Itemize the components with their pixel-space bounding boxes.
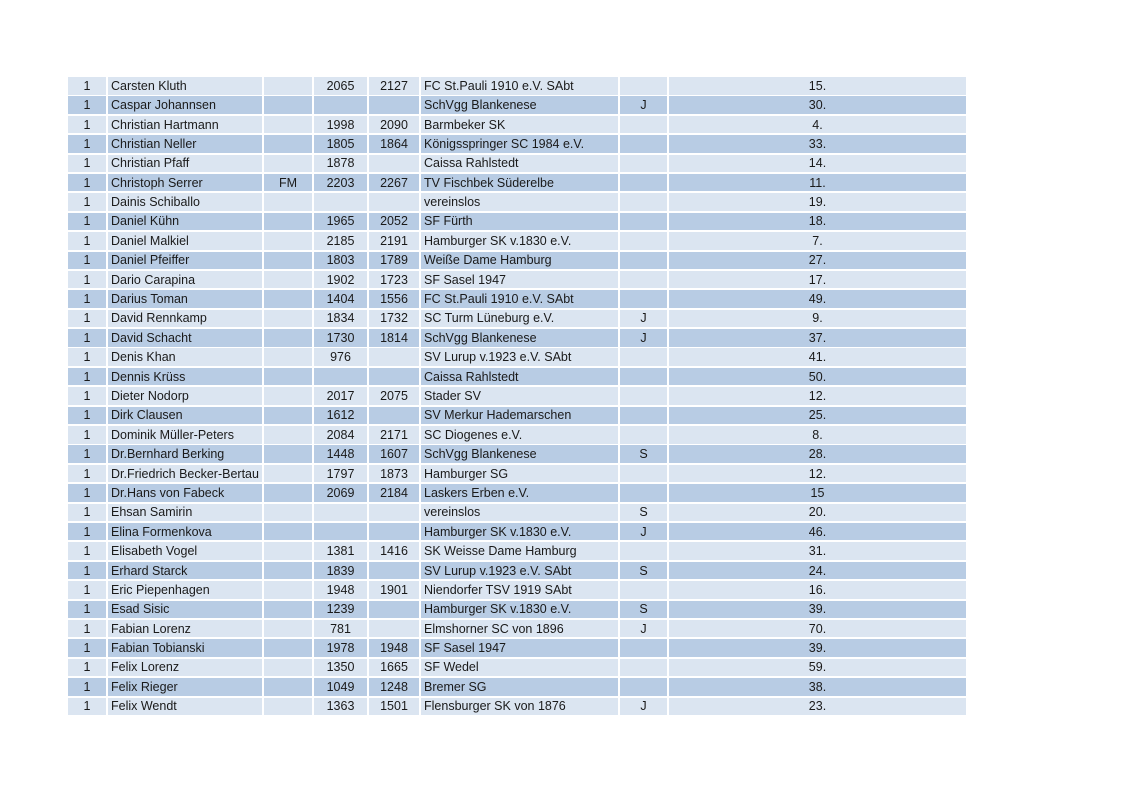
rating-2-cell: 1948 — [369, 639, 421, 657]
table-row — [68, 562, 966, 580]
rank-cell: 38. — [808, 679, 827, 694]
club-cell: SchVgg Blankenese — [421, 96, 620, 114]
category-cell — [620, 271, 669, 289]
group-cell: 1 — [68, 155, 108, 173]
club-cell: Barmbeker SK — [421, 116, 620, 134]
rank-cell: 25. — [808, 408, 827, 423]
category-cell — [620, 581, 669, 599]
category-cell — [620, 678, 669, 696]
title-cell — [264, 387, 314, 405]
name-cell: Dr.Hans von Fabeck — [108, 484, 264, 502]
table-row — [68, 484, 966, 502]
name-cell: Felix Lorenz — [108, 659, 264, 677]
rating-1-cell — [314, 193, 369, 211]
rating-1-cell: 1350 — [314, 659, 369, 677]
rating-2-cell — [369, 620, 421, 638]
table-row — [68, 232, 966, 250]
group-cell: 1 — [68, 271, 108, 289]
title-cell — [264, 290, 314, 308]
table-row — [68, 155, 966, 173]
table-row — [68, 581, 966, 599]
club-cell: Hamburger SG — [421, 465, 620, 483]
rating-2-cell: 2191 — [369, 232, 421, 250]
name-cell: Dominik Müller-Peters — [108, 426, 264, 444]
category-cell: S — [620, 445, 669, 463]
table-row — [68, 116, 966, 134]
group-cell: 1 — [68, 368, 108, 386]
title-cell — [264, 601, 314, 619]
club-cell: FC St.Pauli 1910 e.V. SAbt — [421, 290, 620, 308]
table-row — [68, 77, 966, 95]
club-cell: SV Merkur Hademarschen — [421, 407, 620, 425]
rank-cell: 16. — [808, 582, 827, 597]
rating-2-cell — [369, 96, 421, 114]
group-cell: 1 — [68, 523, 108, 541]
club-cell: SF Sasel 1947 — [421, 639, 620, 657]
title-cell — [264, 310, 314, 328]
category-cell — [620, 407, 669, 425]
rating-1-cell: 1404 — [314, 290, 369, 308]
title-cell — [264, 271, 314, 289]
table-row — [68, 620, 966, 638]
rating-2-cell: 1901 — [369, 581, 421, 599]
category-cell — [620, 135, 669, 153]
rating-2-cell: 1665 — [369, 659, 421, 677]
name-cell: Elisabeth Vogel — [108, 542, 264, 560]
table-row — [68, 348, 966, 366]
club-cell: Laskers Erben e.V. — [421, 484, 620, 502]
category-cell — [620, 426, 669, 444]
rating-1-cell: 1902 — [314, 271, 369, 289]
rank-cell: 39. — [808, 641, 827, 656]
club-cell: Weiße Dame Hamburg — [421, 252, 620, 270]
table-row — [68, 310, 966, 328]
player-table — [68, 77, 966, 717]
table-row — [68, 407, 966, 425]
rank-cell: 12. — [808, 389, 827, 403]
rating-2-cell — [369, 407, 421, 425]
club-cell: SV Lurup v.1923 e.V. SAbt — [421, 562, 620, 580]
table-row — [68, 523, 966, 541]
category-cell: J — [620, 310, 669, 328]
category-cell — [620, 193, 669, 211]
group-cell: 1 — [68, 659, 108, 677]
club-cell: SF Sasel 1947 — [421, 271, 620, 289]
club-cell: Bremer SG — [421, 678, 620, 696]
name-cell: Dario Carapina — [108, 271, 264, 289]
rating-2-cell: 1814 — [369, 329, 421, 347]
rank-cell: 41. — [808, 350, 827, 365]
table-row — [68, 213, 966, 231]
rating-2-cell: 2075 — [369, 387, 421, 405]
name-cell: Fabian Tobianski — [108, 639, 264, 657]
table-row — [68, 174, 966, 192]
rank-cell: 24. — [808, 563, 827, 578]
group-cell: 1 — [68, 310, 108, 328]
table-row — [68, 465, 966, 483]
club-cell: Niendorfer TSV 1919 SAbt — [421, 581, 620, 599]
title-cell — [264, 155, 314, 173]
rank-cell: 15 — [810, 485, 825, 500]
title-cell — [264, 504, 314, 522]
table-row — [68, 368, 966, 386]
name-cell: Ehsan Samirin — [108, 504, 264, 522]
club-cell: Caissa Rahlstedt — [421, 155, 620, 173]
group-cell: 1 — [68, 96, 108, 114]
club-cell: vereinslos — [421, 193, 620, 211]
rating-1-cell: 2069 — [314, 484, 369, 502]
title-cell — [264, 252, 314, 270]
club-cell: SV Lurup v.1923 e.V. SAbt — [421, 348, 620, 366]
category-cell — [620, 659, 669, 677]
club-cell: SC Diogenes e.V. — [421, 426, 620, 444]
name-cell: Erhard Starck — [108, 562, 264, 580]
group-cell: 1 — [68, 387, 108, 405]
table-row — [68, 659, 966, 677]
category-cell — [620, 387, 669, 405]
club-cell: TV Fischbek Süderelbe — [421, 174, 620, 192]
rating-2-cell: 2052 — [369, 213, 421, 231]
club-cell: SK Weisse Dame Hamburg — [421, 542, 620, 560]
rank-cell: 15. — [808, 78, 827, 93]
rating-1-cell: 1797 — [314, 465, 369, 483]
title-cell — [264, 348, 314, 366]
rank-cell: 59. — [808, 660, 827, 675]
table-row — [68, 135, 966, 153]
club-cell: Hamburger SK v.1830 e.V. — [421, 601, 620, 619]
rating-1-cell: 1834 — [314, 310, 369, 328]
name-cell: Christoph Serrer — [108, 174, 264, 192]
rank-cell: 30. — [808, 98, 827, 113]
rank-cell: 70. — [808, 621, 827, 636]
rank-cell: 14. — [808, 156, 827, 171]
name-cell: Dieter Nodorp — [108, 387, 264, 405]
rating-2-cell — [369, 155, 421, 173]
rating-2-cell: 2184 — [369, 484, 421, 502]
rating-2-cell: 1864 — [369, 135, 421, 153]
name-cell: David Rennkamp — [108, 310, 264, 328]
group-cell: 1 — [68, 542, 108, 560]
rating-1-cell: 2203 — [314, 174, 369, 192]
group-cell: 1 — [68, 135, 108, 153]
group-cell: 1 — [68, 77, 108, 95]
category-cell — [620, 465, 669, 483]
club-cell: SF Fürth — [421, 213, 620, 231]
rating-2-cell: 1873 — [369, 465, 421, 483]
rating-2-cell — [369, 523, 421, 541]
club-cell: SC Turm Lüneburg e.V. — [421, 310, 620, 328]
title-cell: FM — [264, 174, 314, 192]
rating-1-cell: 976 — [314, 348, 369, 366]
rating-2-cell: 1789 — [369, 252, 421, 270]
group-cell: 1 — [68, 290, 108, 308]
rating-1-cell: 1948 — [314, 581, 369, 599]
rating-1-cell: 1978 — [314, 639, 369, 657]
group-cell: 1 — [68, 252, 108, 270]
rating-1-cell — [314, 96, 369, 114]
rating-2-cell: 1556 — [369, 290, 421, 308]
rating-2-cell — [369, 562, 421, 580]
group-cell: 1 — [68, 504, 108, 522]
name-cell: Caspar Johannsen — [108, 96, 264, 114]
rank-cell: 9. — [812, 311, 823, 326]
rating-1-cell: 1965 — [314, 213, 369, 231]
group-cell: 1 — [68, 213, 108, 231]
rating-1-cell: 1381 — [314, 542, 369, 560]
group-cell: 1 — [68, 445, 108, 463]
category-cell — [620, 174, 669, 192]
rating-1-cell: 1239 — [314, 601, 369, 619]
category-cell — [620, 116, 669, 134]
category-cell: J — [620, 523, 669, 541]
table-row — [68, 252, 966, 270]
rating-2-cell: 1732 — [369, 310, 421, 328]
category-cell — [620, 484, 669, 502]
rank-cell: 46. — [808, 524, 827, 539]
group-cell: 1 — [68, 116, 108, 134]
rating-2-cell: 1416 — [369, 542, 421, 560]
group-cell: 1 — [68, 329, 108, 347]
group-cell: 1 — [68, 581, 108, 599]
name-cell: Daniel Kühn — [108, 213, 264, 231]
name-cell: Denis Khan — [108, 348, 264, 366]
group-cell: 1 — [68, 698, 108, 716]
rating-1-cell: 1878 — [314, 155, 369, 173]
rating-1-cell: 1612 — [314, 407, 369, 425]
group-cell: 1 — [68, 562, 108, 580]
title-cell — [264, 368, 314, 386]
name-cell: Carsten Kluth — [108, 77, 264, 95]
club-cell: Königsspringer SC 1984 e.V. — [421, 135, 620, 153]
rating-2-cell — [369, 193, 421, 211]
name-cell: Felix Wendt — [108, 698, 264, 716]
group-cell: 1 — [68, 348, 108, 366]
rating-2-cell: 2090 — [369, 116, 421, 134]
title-cell — [264, 484, 314, 502]
name-cell: Fabian Lorenz — [108, 620, 264, 638]
club-cell: Caissa Rahlstedt — [421, 368, 620, 386]
title-cell — [264, 542, 314, 560]
rating-1-cell — [314, 523, 369, 541]
name-cell: Dirk Clausen — [108, 407, 264, 425]
table-row — [68, 193, 966, 211]
table-row — [68, 542, 966, 560]
group-cell: 1 — [68, 620, 108, 638]
rank-cell: 12. — [808, 466, 827, 481]
rating-2-cell — [369, 504, 421, 522]
club-cell: FC St.Pauli 1910 e.V. SAbt — [421, 77, 620, 95]
rating-2-cell: 1607 — [369, 445, 421, 463]
rating-1-cell: 1049 — [314, 678, 369, 696]
table-row — [68, 639, 966, 657]
name-cell: Christian Neller — [108, 135, 264, 153]
rating-1-cell: 1730 — [314, 329, 369, 347]
rank-cell: 20. — [808, 505, 827, 520]
category-cell — [620, 348, 669, 366]
rank-cell: 17. — [808, 272, 827, 287]
rank-cell: 50. — [808, 369, 827, 384]
category-cell: J — [620, 620, 669, 638]
rank-cell: 28. — [808, 447, 827, 462]
title-cell — [264, 426, 314, 444]
name-cell: Elina Formenkova — [108, 523, 264, 541]
rating-1-cell: 2017 — [314, 387, 369, 405]
table-row — [68, 445, 966, 463]
name-cell: Christian Pfaff — [108, 155, 264, 173]
title-cell — [264, 329, 314, 347]
group-cell: 1 — [68, 407, 108, 425]
table-row — [68, 504, 966, 522]
rating-2-cell — [369, 348, 421, 366]
name-cell: Esad Sisic — [108, 601, 264, 619]
category-cell — [620, 155, 669, 173]
rating-1-cell: 1805 — [314, 135, 369, 153]
table-row — [68, 387, 966, 405]
title-cell — [264, 232, 314, 250]
title-cell — [264, 465, 314, 483]
name-cell: Dr.Friedrich Becker-Bertau — [108, 465, 264, 483]
name-cell: Daniel Pfeiffer — [108, 252, 264, 270]
table-row — [68, 678, 966, 696]
table-row — [68, 698, 966, 716]
table-row — [68, 329, 966, 347]
title-cell — [264, 445, 314, 463]
name-cell: Darius Toman — [108, 290, 264, 308]
rank-cell: 39. — [808, 602, 827, 617]
rating-2-cell: 2171 — [369, 426, 421, 444]
name-cell: Dennis Krüss — [108, 368, 264, 386]
rating-1-cell: 2084 — [314, 426, 369, 444]
table-row — [68, 601, 966, 619]
group-cell: 1 — [68, 484, 108, 502]
rating-2-cell: 1501 — [369, 698, 421, 716]
name-cell: Daniel Malkiel — [108, 232, 264, 250]
category-cell — [620, 290, 669, 308]
rank-cell: 18. — [808, 214, 827, 229]
rank-cell: 8. — [812, 427, 823, 442]
title-cell — [264, 116, 314, 134]
title-cell — [264, 620, 314, 638]
category-cell: J — [620, 329, 669, 347]
title-cell — [264, 96, 314, 114]
rating-2-cell: 1723 — [369, 271, 421, 289]
club-cell: Flensburger SK von 1876 — [421, 698, 620, 716]
rank-cell: 23. — [808, 699, 827, 714]
club-cell: Hamburger SK v.1830 e.V. — [421, 523, 620, 541]
club-cell: SchVgg Blankenese — [421, 445, 620, 463]
rank-cell: 11. — [809, 175, 826, 190]
rank-cell: 19. — [808, 195, 827, 210]
rating-1-cell: 2065 — [314, 77, 369, 95]
title-cell — [264, 639, 314, 657]
category-cell — [620, 252, 669, 270]
title-cell — [264, 407, 314, 425]
club-cell: SchVgg Blankenese — [421, 329, 620, 347]
title-cell — [264, 77, 314, 95]
category-cell — [620, 542, 669, 560]
title-cell — [264, 213, 314, 231]
title-cell — [264, 562, 314, 580]
title-cell — [264, 581, 314, 599]
club-cell: SF Wedel — [421, 659, 620, 677]
rank-cell: 37. — [808, 330, 827, 345]
rating-1-cell: 1839 — [314, 562, 369, 580]
group-cell: 1 — [68, 678, 108, 696]
rating-1-cell — [314, 368, 369, 386]
category-cell: S — [620, 601, 669, 619]
club-cell: vereinslos — [421, 504, 620, 522]
name-cell: Dainis Schiballo — [108, 193, 264, 211]
rank-cell: 49. — [808, 292, 827, 307]
group-cell: 1 — [68, 232, 108, 250]
category-cell — [620, 77, 669, 95]
rating-1-cell: 1803 — [314, 252, 369, 270]
title-cell — [264, 193, 314, 211]
rating-2-cell — [369, 368, 421, 386]
group-cell: 1 — [68, 193, 108, 211]
group-cell: 1 — [68, 465, 108, 483]
group-cell: 1 — [68, 174, 108, 192]
category-cell — [620, 639, 669, 657]
table-row — [68, 96, 966, 114]
category-cell: S — [620, 504, 669, 522]
rank-cell: 31. — [808, 544, 827, 559]
name-cell: David Schacht — [108, 329, 264, 347]
rating-1-cell: 1998 — [314, 116, 369, 134]
title-cell — [264, 698, 314, 716]
category-cell — [620, 213, 669, 231]
rating-1-cell: 1448 — [314, 445, 369, 463]
group-cell: 1 — [68, 426, 108, 444]
category-cell — [620, 368, 669, 386]
name-cell: Eric Piepenhagen — [108, 581, 264, 599]
name-cell: Dr.Bernhard Berking — [108, 445, 264, 463]
club-cell: Elmshorner SC von 1896 — [421, 620, 620, 638]
rank-cell: 4. — [812, 117, 823, 132]
category-cell: S — [620, 562, 669, 580]
rating-2-cell: 2127 — [369, 77, 421, 95]
name-cell: Christian Hartmann — [108, 116, 264, 134]
rating-2-cell — [369, 601, 421, 619]
rating-1-cell: 2185 — [314, 232, 369, 250]
rating-2-cell: 1248 — [369, 678, 421, 696]
rating-1-cell: 1363 — [314, 698, 369, 716]
table-row — [68, 271, 966, 289]
group-cell: 1 — [68, 601, 108, 619]
rank-cell: 27. — [808, 253, 827, 268]
rank-cell: 7. — [812, 233, 823, 248]
title-cell — [264, 659, 314, 677]
club-cell: Hamburger SK v.1830 e.V. — [421, 232, 620, 250]
category-cell: J — [620, 96, 669, 114]
category-cell — [620, 232, 669, 250]
rank-cell: 33. — [808, 136, 827, 151]
rating-1-cell — [314, 504, 369, 522]
name-cell: Felix Rieger — [108, 678, 264, 696]
table-row — [68, 426, 966, 444]
title-cell — [264, 523, 314, 541]
rating-1-cell: 781 — [314, 620, 369, 638]
category-cell: J — [620, 698, 669, 716]
rating-2-cell: 2267 — [369, 174, 421, 192]
club-cell: Stader SV — [421, 387, 620, 405]
group-cell: 1 — [68, 639, 108, 657]
title-cell — [264, 135, 314, 153]
table-row — [68, 290, 966, 308]
title-cell — [264, 678, 314, 696]
